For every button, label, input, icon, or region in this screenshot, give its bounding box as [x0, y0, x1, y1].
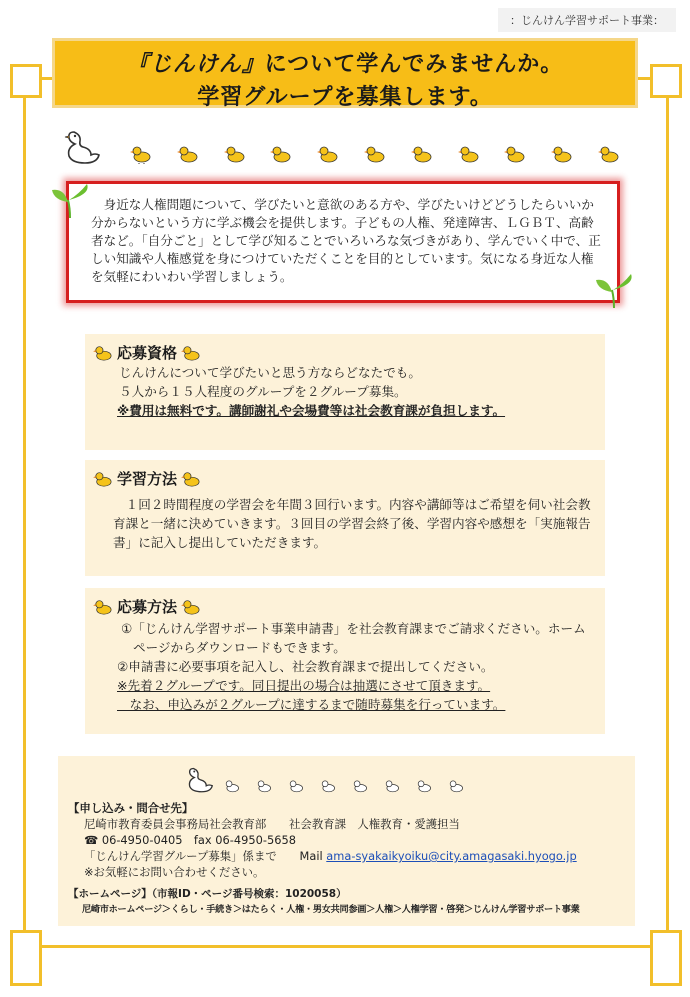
duck-icon	[598, 144, 620, 164]
qualification-line1: じんけんについて学びたいと思う方ならどなたでも。	[119, 365, 421, 380]
duck-icon	[448, 778, 464, 794]
contact-note: ※お気軽にお問い合わせください。	[84, 865, 265, 879]
frame-line-bottom	[42, 945, 650, 948]
contact-phone: 06-4950-0405 fax 06-4950-5658	[101, 833, 296, 847]
homepage-heading: 【ホームページ】（市報ID・ページ番号検索：1020058）	[68, 888, 347, 900]
apply-item1: ①「じんけん学習サポート事業申請書」を社会教育課までご請求ください。ホームページからダウンロードもできます。	[121, 621, 586, 655]
apply-note2: なお、申込みが２グループに達するまで随時募集を行っています。	[117, 697, 506, 712]
duck-row-bottom	[224, 778, 464, 796]
contact-panel	[58, 756, 635, 926]
duck-icon	[224, 144, 246, 164]
title-line2: 学習グループを募集します。	[197, 85, 493, 110]
duck-icon	[411, 144, 433, 164]
frame-corner-top-right	[650, 64, 682, 98]
duck-icon	[458, 144, 480, 164]
contact-email-line	[84, 848, 625, 864]
apply-note1: ※先着２グループです。同日提出の場合は抽選にさせて頂きます。	[117, 678, 491, 693]
frame-corner-top-left	[10, 64, 42, 98]
section-apply	[85, 588, 605, 734]
duck-icon	[352, 778, 368, 794]
title-quote: 『じんけん』	[126, 52, 265, 77]
duck-icon	[317, 144, 339, 164]
section-method	[85, 460, 605, 576]
heading-label: 応募資格	[117, 344, 178, 362]
heading-label: 学習方法	[117, 470, 178, 488]
duck-icon	[288, 778, 304, 794]
duck-icon	[224, 778, 240, 794]
swan-icon	[64, 126, 104, 166]
duck-icon	[504, 144, 526, 164]
duck-icon	[130, 144, 152, 164]
duck-icon	[551, 144, 573, 164]
heading-label: 応募方法	[117, 598, 178, 616]
frame-line-left	[23, 98, 26, 930]
apply-item2: ②申請書に必要事項を記入し、社会教育課まで提出してください。	[117, 659, 494, 674]
method-text: １回２時間程度の学習会を年間３回行います。内容や講師等はご希望を伺い社会教育課と一緒に決めていきます。３回目の学習会終了後、学習内容や感想を「実施報告書」に記入し提出していただきます。	[113, 497, 591, 550]
intro-box	[66, 181, 620, 303]
homepage-path[interactable]: 尼崎市ホームページ＞くらし・手続き＞はたらく・人権・男女共同参画＞人権＞人権学習・啓発＞じんけん学習サポート事業	[82, 904, 580, 915]
duck-icon	[384, 778, 400, 794]
sprout-leaf-icon	[594, 270, 634, 310]
duck-icon	[181, 470, 201, 488]
frame-corner-bottom-right	[650, 930, 682, 986]
duck-icon	[181, 344, 201, 362]
page-title	[52, 38, 638, 108]
duck-row-top	[130, 144, 620, 166]
duck-icon	[177, 144, 199, 164]
duck-icon	[93, 598, 113, 616]
intro-text: 身近な人権問題について、学びたいと意欲のある方や、学びたいけどどうしたらいいか分からないという方に学ぶ機会を提供します。子どもの人権、発達障害、ＬＧＢＴ、高齢者など。「自分ごと」として学び知ることでいろいろな気づきがあり、学んでいく中で、正しい知識や人権感覚を身につけていただくことを目的としています。気になる身近な人権を気軽にわいわい学習しましょう。	[91, 197, 601, 284]
contact-phone-line	[84, 832, 625, 848]
contact-org: 尼崎市教育委員会事務局社会教育部 社会教育課 人権教育・愛護担当	[84, 817, 460, 831]
contact-heading: 【申し込み・問合せ先】	[68, 801, 194, 815]
frame-line-top	[42, 77, 52, 80]
duck-icon	[320, 778, 336, 794]
section-qualification-heading	[93, 342, 593, 363]
title-line1: について学んでみませんか。	[264, 52, 564, 77]
duck-icon	[93, 470, 113, 488]
contact-email-note: 「じんけん学習グループ募集」係まで Mail	[84, 849, 323, 863]
frame-line-right	[666, 98, 669, 930]
duck-icon	[256, 778, 272, 794]
frame-corner-bottom-left	[10, 930, 42, 986]
telephone-icon: ☎	[84, 833, 99, 847]
duck-icon	[364, 144, 386, 164]
contact-email-link[interactable]: ama-syakaikyoiku@city.amagasaki.hyogo.jp	[326, 849, 577, 863]
frame-line-top-right	[638, 77, 650, 80]
duck-icon	[93, 344, 113, 362]
program-tag: ：じんけん学習サポート事業：	[498, 8, 676, 32]
qualification-line2: ５人から１５人程度のグループを２グループ募集。	[119, 384, 407, 399]
qualification-fee-note: ※費用は無料です。講師謝礼や会場費等は社会教育課が負担します。	[117, 403, 506, 418]
swan-icon	[186, 764, 216, 794]
section-qualification	[85, 334, 605, 450]
duck-icon	[270, 144, 292, 164]
section-apply-heading	[93, 596, 593, 617]
sprout-leaf-icon	[50, 180, 90, 220]
duck-icon	[416, 778, 432, 794]
duck-icon	[181, 598, 201, 616]
section-method-heading	[93, 468, 593, 489]
